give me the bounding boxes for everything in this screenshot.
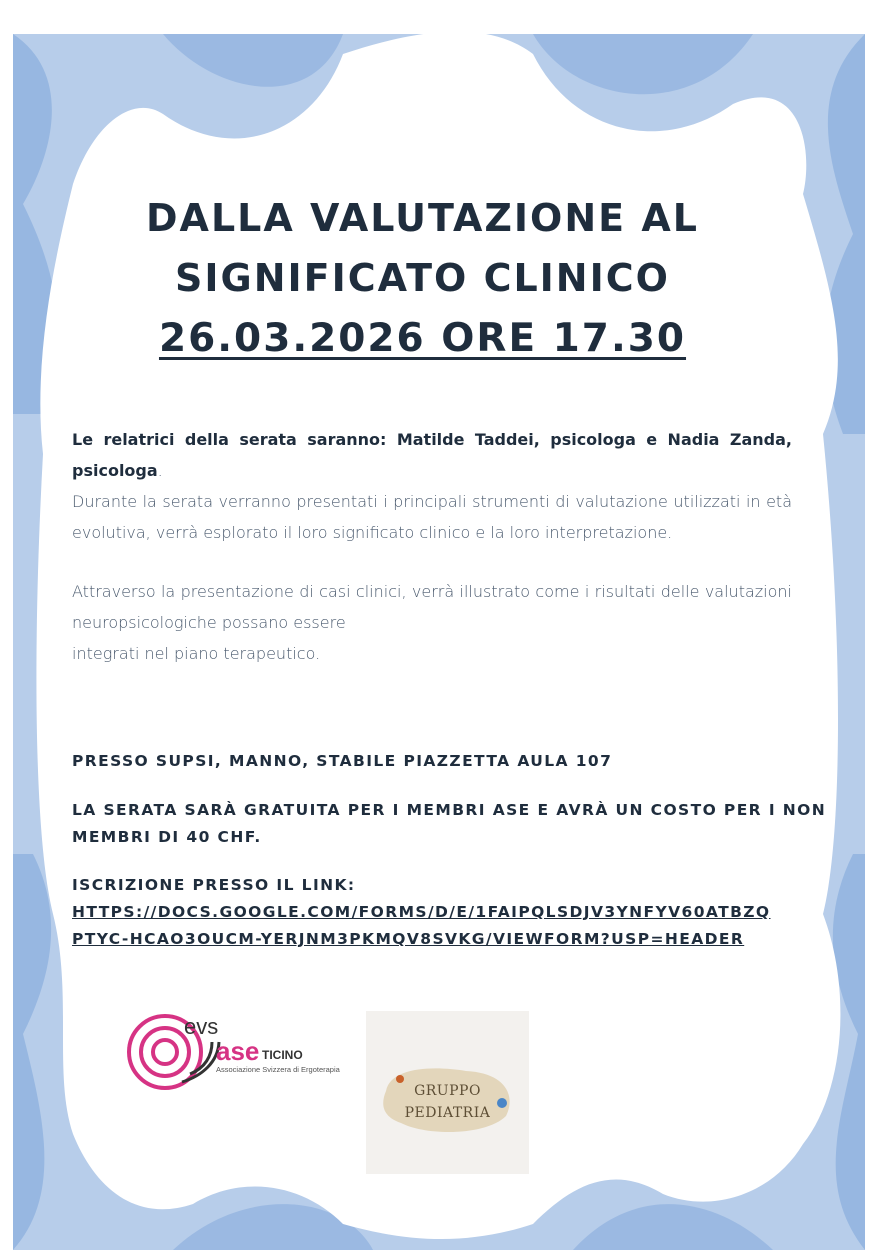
gruppo-pediatria-logo bbox=[366, 1011, 529, 1174]
gruppo-text: GRUPPO bbox=[414, 1083, 481, 1099]
title-line-2: SIGNIFICATO CLINICO bbox=[175, 256, 670, 300]
registration-link-line-1[interactable]: HTTPS://DOCS.GOOGLE.COM/FORMS/D/E/1FAIPQLSDJV3YNFYV60ATBZQ bbox=[72, 903, 771, 921]
title-line-1: DALLA VALUTAZIONE AL bbox=[146, 196, 699, 240]
description-text: Durante la serata verranno presentati i principali strumenti di valutazione utilizzati in età evolutiva, verrà esplorato il loro significato clinico e la loro interpretazione. bbox=[72, 492, 792, 542]
logo-association-text: Associazione Svizzera di Ergoterapia bbox=[216, 1065, 340, 1074]
event-datetime: 26.03.2026 ORE 17.30 bbox=[158, 316, 687, 361]
intro-paragraph: Le relatrici della serata saranno: Matilde Taddei, psicologa e Nadia Zanda, psicologa. Durante la serata verranno presentati i principali strumenti di valutazione utilizzati in età evolutiva, verrà esplorato il loro significato clinico e la loro interpretazione. bbox=[72, 430, 792, 542]
registration-block bbox=[72, 872, 832, 953]
location-text: PRESSO SUPSI, MANNO, STABILE PIAZZETTA AULA 107 bbox=[72, 752, 613, 770]
registration-link-line-2[interactable]: PTYC-HCAO3OUCM-YERJNM3PKMQV8SVKG/VIEWFORM?USP=HEADER bbox=[72, 930, 745, 948]
logo-ticino-text: TICINO bbox=[262, 1048, 303, 1062]
pediatria-text: PEDIATRIA bbox=[404, 1105, 491, 1121]
logo-ase-text: ase bbox=[216, 1036, 260, 1066]
evs-ase-logo bbox=[120, 1012, 360, 1092]
speakers-text: Le relatrici della serata saranno: Matilde Taddei, psicologa e Nadia Zanda, psicologa bbox=[72, 430, 792, 480]
cases-paragraph bbox=[72, 576, 792, 669]
cases-text-end: integrati nel piano terapeutico. bbox=[72, 644, 321, 663]
registration-label: ISCRIZIONE PRESSO IL LINK: bbox=[72, 876, 356, 894]
cost-text: LA SERATA SARÀ GRATUITA PER I MEMBRI ASE E AVRÀ UN COSTO PER I NON MEMBRI DI 40 CHF. bbox=[72, 801, 827, 846]
cases-text: Attraverso la presentazione di casi clinici, verrà illustrato come i risultati delle valutazioni neuropsicologiche possano essere bbox=[72, 582, 792, 632]
logo-evs-text: evs bbox=[184, 1014, 219, 1039]
